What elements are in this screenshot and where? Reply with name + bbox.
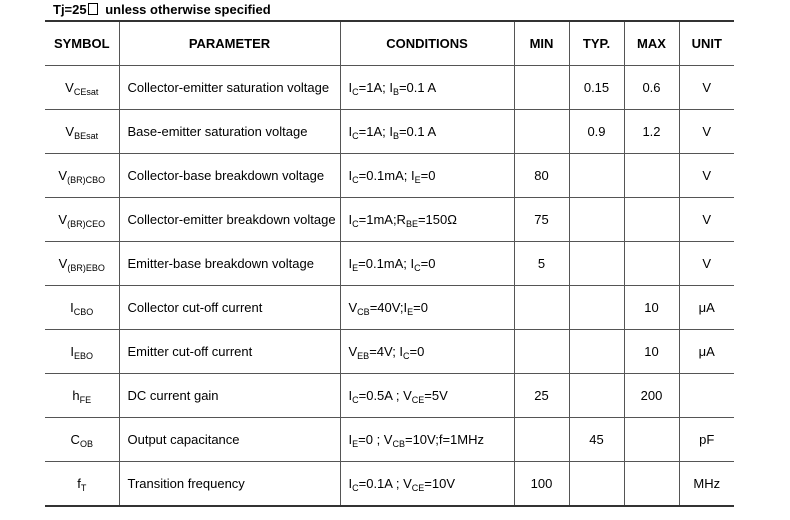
- symbol-cell: [45, 418, 119, 462]
- min-cell: [514, 110, 569, 154]
- conditions-heading: [53, 2, 271, 17]
- symbol-subscript: (BR)CBO: [67, 175, 106, 185]
- conditions-cell: [340, 66, 514, 110]
- symbol-main: V: [65, 124, 75, 139]
- max-cell: 1.2: [624, 110, 679, 154]
- unit-cell: [679, 374, 734, 418]
- conditions-cell: [340, 198, 514, 242]
- symbol-cell: [45, 110, 119, 154]
- condition-text: =1mA;R: [358, 212, 406, 227]
- condition-subscript: E: [414, 175, 421, 185]
- table-row: [45, 330, 734, 374]
- symbol-main: C: [70, 432, 80, 447]
- table-row: [45, 418, 734, 462]
- symbol-cell: [45, 154, 119, 198]
- missing-glyph-box: [88, 3, 98, 15]
- table-row: [45, 374, 734, 418]
- condition-text: =0.1 A: [398, 124, 437, 139]
- unit-cell: V: [679, 66, 734, 110]
- typ-cell: [569, 374, 624, 418]
- conditions-cell: [340, 242, 514, 286]
- symbol-subscript: FE: [79, 395, 92, 405]
- condition-text: I: [348, 388, 353, 403]
- typ-cell: [569, 286, 624, 330]
- header-min: MIN: [514, 21, 569, 66]
- condition-subscript: B: [392, 87, 399, 97]
- symbol-subscript: CEsat: [73, 87, 99, 97]
- table-row: [45, 110, 734, 154]
- min-cell: [514, 66, 569, 110]
- symbol-cell: [45, 462, 119, 507]
- condition-subscript: C: [352, 219, 359, 229]
- typ-cell: [569, 330, 624, 374]
- condition-subscript: C: [352, 483, 359, 493]
- typ-cell: 0.15: [569, 66, 624, 110]
- condition-text: =0: [409, 344, 425, 359]
- symbol-cell: [45, 242, 119, 286]
- unit-cell: MHz: [679, 462, 734, 507]
- parameter-cell: Transition frequency: [119, 462, 340, 507]
- symbol-cell: [45, 198, 119, 242]
- condition-text: =0.1 A: [398, 80, 437, 95]
- parameter-cell: Output capacitance: [119, 418, 340, 462]
- symbol-main: V: [58, 212, 68, 227]
- condition-text: =0.1mA; I: [358, 256, 415, 271]
- condition-text: =0: [420, 256, 436, 271]
- max-cell: 10: [624, 330, 679, 374]
- symbol-main: f: [77, 476, 81, 491]
- symbol-subscript: (BR)CEO: [67, 219, 106, 229]
- parameter-cell: Base-emitter saturation voltage: [119, 110, 340, 154]
- symbol-cell: [45, 330, 119, 374]
- symbol-subscript: (BR)EBO: [67, 263, 105, 273]
- conditions-cell: [340, 286, 514, 330]
- conditions-cell: [340, 110, 514, 154]
- condition-subscript: C: [403, 351, 410, 361]
- header-typ: TYP.: [569, 21, 624, 66]
- condition-text: =40V;I: [369, 300, 408, 315]
- symbol-main: V: [58, 168, 68, 183]
- table-row: [45, 286, 734, 330]
- condition-subscript: CB: [392, 439, 405, 449]
- condition-text: =0: [420, 168, 436, 183]
- condition-subscript: CE: [411, 483, 425, 493]
- unit-cell: μA: [679, 330, 734, 374]
- max-cell: [624, 198, 679, 242]
- condition-subscript: C: [414, 263, 421, 273]
- min-cell: [514, 418, 569, 462]
- typ-cell: [569, 198, 624, 242]
- unit-cell: pF: [679, 418, 734, 462]
- symbol-main: h: [72, 388, 80, 403]
- max-cell: [624, 154, 679, 198]
- condition-subscript: EB: [357, 351, 370, 361]
- symbol-main: V: [65, 80, 74, 95]
- condition-text: I: [348, 168, 353, 183]
- typ-cell: 45: [569, 418, 624, 462]
- symbol-main: V: [58, 256, 68, 271]
- symbol-subscript: BEsat: [74, 131, 99, 141]
- condition-text: =5V: [424, 388, 448, 403]
- condition-text: =1A; I: [358, 80, 393, 95]
- parameter-cell: DC current gain: [119, 374, 340, 418]
- max-cell: 0.6: [624, 66, 679, 110]
- symbol-main: I: [70, 344, 75, 359]
- heading-prefix: Tj=25: [53, 2, 87, 17]
- min-cell: 80: [514, 154, 569, 198]
- unit-cell: V: [679, 154, 734, 198]
- table-row: [45, 242, 734, 286]
- condition-subscript: E: [352, 439, 359, 449]
- conditions-cell: [340, 330, 514, 374]
- condition-text: =4V; I: [369, 344, 404, 359]
- table-row: [45, 66, 734, 110]
- conditions-cell: [340, 154, 514, 198]
- condition-text: =1A; I: [358, 124, 393, 139]
- symbol-subscript: EBO: [74, 351, 94, 361]
- condition-text: =150Ω: [417, 212, 457, 227]
- header-max: MAX: [624, 21, 679, 66]
- condition-text: V: [348, 344, 358, 359]
- condition-text: I: [348, 256, 353, 271]
- condition-text: =0: [413, 300, 428, 315]
- condition-subscript: C: [352, 395, 359, 405]
- header-unit: UNIT: [679, 21, 734, 66]
- min-cell: 5: [514, 242, 569, 286]
- symbol-subscript: OB: [79, 439, 93, 449]
- max-cell: [624, 418, 679, 462]
- header-symbol: SYMBOL: [45, 21, 119, 66]
- parameter-cell: Collector-emitter breakdown voltage: [119, 198, 340, 242]
- condition-text: I: [348, 432, 353, 447]
- condition-text: I: [348, 124, 353, 139]
- condition-subscript: B: [392, 131, 399, 141]
- table-body: [45, 66, 734, 507]
- unit-cell: μA: [679, 286, 734, 330]
- min-cell: 75: [514, 198, 569, 242]
- unit-cell: V: [679, 198, 734, 242]
- parameter-cell: Collector-emitter saturation voltage: [119, 66, 340, 110]
- table-row: [45, 154, 734, 198]
- max-cell: [624, 462, 679, 507]
- unit-cell: V: [679, 110, 734, 154]
- table-row: [45, 462, 734, 507]
- condition-text: V: [348, 300, 358, 315]
- symbol-main: I: [70, 300, 74, 315]
- conditions-cell: [340, 418, 514, 462]
- condition-text: =0.1mA; I: [358, 168, 415, 183]
- parameter-cell: Emitter cut-off current: [119, 330, 340, 374]
- condition-subscript: C: [352, 131, 359, 141]
- unit-cell: V: [679, 242, 734, 286]
- typ-cell: [569, 242, 624, 286]
- symbol-subscript: T: [80, 483, 87, 493]
- condition-subscript: E: [352, 263, 359, 273]
- condition-text: I: [348, 476, 353, 491]
- condition-text: =0 ; V: [358, 432, 393, 447]
- condition-subscript: E: [407, 307, 414, 317]
- electrical-characteristics-table: [45, 20, 734, 507]
- conditions-cell: [340, 374, 514, 418]
- condition-text: =10V;f=1MHz: [404, 432, 484, 447]
- parameter-cell: Collector-base breakdown voltage: [119, 154, 340, 198]
- typ-cell: [569, 462, 624, 507]
- condition-text: I: [348, 80, 353, 95]
- condition-text: I: [348, 212, 353, 227]
- min-cell: [514, 330, 569, 374]
- min-cell: 100: [514, 462, 569, 507]
- condition-text: =0.1A ; V: [358, 476, 412, 491]
- table-row: [45, 198, 734, 242]
- symbol-cell: [45, 286, 119, 330]
- condition-subscript: CE: [411, 395, 425, 405]
- symbol-cell: [45, 66, 119, 110]
- condition-subscript: C: [352, 87, 359, 97]
- condition-text: =10V: [424, 476, 455, 491]
- header-conditions: CONDITIONS: [340, 21, 514, 66]
- max-cell: [624, 242, 679, 286]
- min-cell: 25: [514, 374, 569, 418]
- symbol-subscript: CBO: [73, 307, 94, 317]
- typ-cell: 0.9: [569, 110, 624, 154]
- condition-subscript: BE: [405, 219, 418, 229]
- heading-suffix: unless otherwise specified: [101, 2, 271, 17]
- condition-subscript: C: [352, 175, 359, 185]
- symbol-cell: [45, 374, 119, 418]
- max-cell: 10: [624, 286, 679, 330]
- condition-text: =0.5A ; V: [358, 388, 412, 403]
- parameter-cell: Collector cut-off current: [119, 286, 340, 330]
- table-header-row: [45, 21, 734, 66]
- max-cell: 200: [624, 374, 679, 418]
- condition-subscript: CB: [357, 307, 370, 317]
- parameter-cell: Emitter-base breakdown voltage: [119, 242, 340, 286]
- min-cell: [514, 286, 569, 330]
- typ-cell: [569, 154, 624, 198]
- header-parameter: PARAMETER: [119, 21, 340, 66]
- conditions-cell: [340, 462, 514, 507]
